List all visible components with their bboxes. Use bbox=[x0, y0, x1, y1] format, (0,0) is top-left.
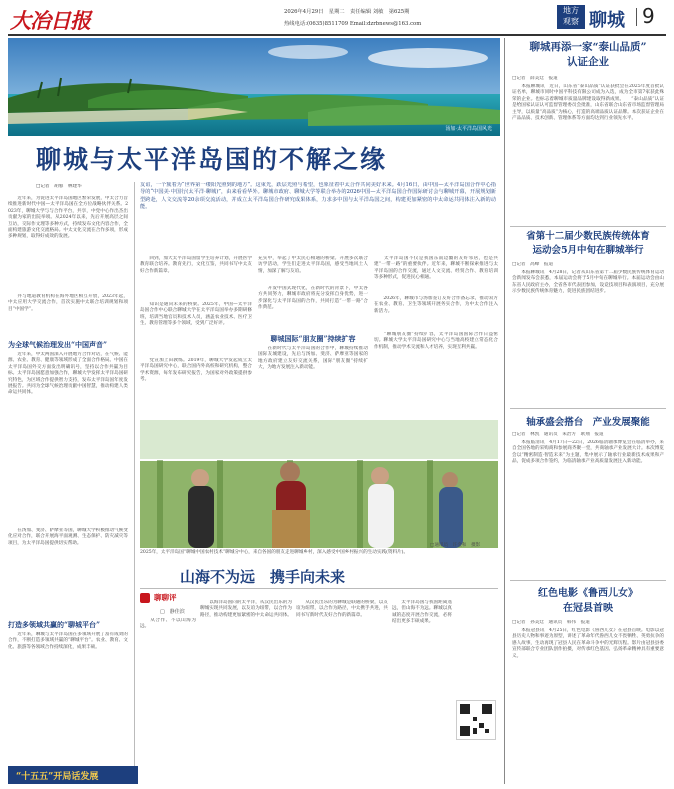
col1-subhead-1: 为全球气候治理发出“中国声音” bbox=[8, 340, 108, 349]
lead-text: 友谊，一个簇着为“世界第一缕阳光照到的地方”。这束光，跃层光照与希望，也象征着中太合作共同美好未来。4月16日，由中国—太平洋岛国合作中心指导的“中国美·中国行(太平洋·聊城)”，由来看看华外。聊城市政府、聊城大学等联合举办的2026中国—太平洋岛国合作国际研讨会与聊城开幕，开展规划新型跨赴，人文交流等20余项交流活动，并成立太平洋岛国合作研究成果体系，力求多中国与太平洋岛国之间，构建更加紧密的中太命运共同体注入新的动能。 bbox=[140, 182, 496, 210]
col4-para2: 2026年，聊城市与汤加签订友好合作备忘录，推动双方在农业、教育、卫生等领域开展务实合作，为中太合作注入新活力。 bbox=[374, 296, 498, 314]
sidebar-story4-byline: □记者 孙美廷 通讯员 韩伟 报道 bbox=[512, 620, 590, 625]
sidebar-story2-title-line2: 运动会5月中旬在聊城举行 bbox=[532, 245, 644, 256]
masthead-rule bbox=[8, 34, 666, 36]
col1-para1: 近年来，为促进太平洋岛国地区繁荣发展，中太合力旨续推进新时代中国—太平洋岛国在全方位战略伙伴关系。2023年，聊城大学与与合作平台，共享，中党中心作出杰出贡献为家的出院举项。从2024年以来，先后开展高层之间互访，交际作文理等多种方式，持续发布文化内容合作，全面构建旅游文化交流格局。中太文化交流在合作多项，形成多种规划，取得好成效的发展。 bbox=[8, 196, 128, 240]
comment-col4: 太平洋岛国与我国距离遥远，但山海不为远。聊城以真诚的态度开展合作交流，必将结出更多丰硕成果。 bbox=[392, 600, 452, 625]
lead-box bbox=[140, 182, 496, 250]
col3-para2: 开发中国式现代化，在新时代的背景下，中太各方共同努力，聊城市政府将充分发挥自身优势，进一步深化与太平洋岛国的合作，共同打造“一带一路”合作典范。 bbox=[258, 286, 368, 311]
garden-visit-photo bbox=[140, 420, 498, 548]
top-photo-caption: 汤加·太平洋岛国风光 bbox=[445, 126, 492, 132]
bottom-rule bbox=[140, 588, 498, 589]
column-tag bbox=[140, 592, 200, 604]
sidebar-rule-1 bbox=[510, 226, 666, 227]
sidebar-story1-title-line1: 聊城再添一家“泰山品质” bbox=[529, 41, 647, 53]
comment-col2: 以海洋岛国向的太平洋，从汉民出乐的为聊城实现共同发展，以友谊为纽带，以合作为路径，推动构建更加紧密的中太命运共同体。 bbox=[200, 600, 292, 618]
sidebar-story4-title-line1: 红色电影《鲁西儿女》 bbox=[538, 588, 638, 599]
island-landscape-photo bbox=[8, 38, 500, 136]
byline: □记者 胡蓉 林建华 bbox=[36, 184, 82, 189]
section-label-line1: 地方 bbox=[563, 6, 579, 15]
sidebar-story2-title bbox=[510, 230, 666, 258]
sidebar-story4-text: 本报冠县讯 4月25日，红色电影《鲁西儿女》在冠县首映。电影以冠县历史人物和事迹为原型，讲述了革命年代鲁西儿女不畏牺牲、英勇抗争的感人故事，生动再现了冠县人民在革命斗争中的光辉历程。影片由冠县县委宣传部联合专业团队创作拍摄，对传承红色基因、弘扬革命精神具有重要意义。 bbox=[512, 628, 664, 659]
sidebar-story1-byline: □记者 薛美廷 报道 bbox=[512, 76, 558, 81]
sidebar-story3-byline: □记者 林凯 通讯员 朱治方 耿翔 报道 bbox=[512, 432, 604, 437]
sidebar-story1-title bbox=[510, 40, 666, 70]
col2-para2: 知识是通向未来的桥梁。2025年，中国—太平洋岛国合作中心联合聊城大学在太平洋岛国举办多期研修班，培训当地官员和技术人员，涵盖农业技术、医疗卫生、教育管理等多个领域，受到广泛好评。 bbox=[140, 302, 252, 327]
col4-para3: “聊城朋友圈”持续扩容，太平洋岛国国际合作日益密切。聊城大学太平洋岛国研究中心与当地高校建立常态化合作机制，推动学术交流和人才培养，实现互利共赢。 bbox=[374, 332, 498, 350]
column-tag-label: 聊聊评 bbox=[154, 593, 177, 602]
page-number: 9 bbox=[642, 4, 655, 28]
col1-para5: 近年来，聊城与太平洋岛国在多领域开展了富有成效的合作，不断打造多领域共赢的“聊城平台”。农业、教育、文化、旅游等各领域合作持续深化，成果丰硕。 bbox=[8, 632, 128, 650]
main-headline: 聊城与太平洋岛国的不解之缘 bbox=[36, 145, 388, 174]
promo-banner bbox=[8, 766, 138, 784]
column-divider bbox=[134, 182, 135, 768]
garden-visit-image bbox=[140, 420, 498, 548]
promo-banner-title: “十五五”开局话发展 bbox=[16, 772, 99, 782]
sidebar-rule-3 bbox=[510, 580, 666, 581]
section-name: 聊城 bbox=[589, 10, 625, 31]
col2-para3: 党宣加上田教练。2019年，聊城大学发起成立太平洋岛国研究中心，联合国内外高校和研究机构，整合学术资源，每年发布研究报告，为国家对外政策提供参考。 bbox=[140, 358, 252, 383]
col2-para1: 回到，加大太平洋岛国留学生培养计划，开展医学教育联合培养。教育先行，文化互鉴，共同书写中太友好合作新篇章。 bbox=[140, 256, 252, 274]
column-tag-icon bbox=[140, 593, 150, 603]
island-landscape-image bbox=[8, 38, 500, 136]
sidebar-story4-title-line2: 在冠县首映 bbox=[563, 603, 613, 614]
sidebar-story2-byline: □记者 高峰 报道 bbox=[512, 262, 554, 267]
qr-code bbox=[456, 700, 496, 740]
sidebar-story1-title-line2: 认证企业 bbox=[567, 56, 609, 68]
col4-para1: 太平洋岛国不仅是我国东南边疆的友好邻居，也是共建“一带一路”的重要伙伴。近年来，聊城不断探索推进与太平洋岛国的合作交流，通过人文交流、经贸合作、教育培训等多种形式，促进民心相通。 bbox=[374, 256, 498, 281]
qr-code-icon bbox=[457, 701, 495, 739]
col1-para2: 并与地道教育机构在海外地区相互开放，2023年起，中太应用大学交流合作，首次实施中太联合培训规划和项目“中国学”。 bbox=[8, 294, 128, 312]
section-label bbox=[557, 5, 585, 29]
bottom-photo-caption: 2025年，太平洋岛国“聊城中国农村技术”聊城分中心，来自各国的朋友走进聊城乡村，深入感受中国乡村振兴的生动实践(资料片)。 bbox=[140, 550, 409, 555]
col1-para3: 近年来，中太两国深入开展地方合作对话，在气候、能源、农业、教育、健康等领域形成了全面合作格局。中国在太平洋岛国外交方面发出明确讯号，坚持以合作共赢为目标。太平洋岛国愿意加强合作，聊城大学发挥太平洋岛国研究特色，为区域合作提供智力支持，发布太平洋岛国年度发展报告。共同为全球气候治理贡献中国智慧，推动构建人类命运共同体。 bbox=[8, 352, 128, 396]
masthead bbox=[0, 0, 674, 34]
col3-para3: 在新时代与太平洋岛国的合作中，聊城持续推动国际友城建设，先后与汤加、斐济、萨摩亚等国家的地方政府建立友好交流关系，国际“朋友圈”持续扩大，为地方发展注入新动能。 bbox=[258, 346, 368, 371]
comment-col3: 从汉民出乐的为聊城是联通的桥梁，以友谊为纽带，以合作为路径，中太携手共进，共同书写新时代友好合作的新篇章。 bbox=[296, 600, 388, 618]
sidebar-story2-title-line1: 省第十二届少数民族传统体育 bbox=[526, 231, 650, 242]
sidebar-story2-text: 本报聊城讯 4月28日，记者从山东省第十二届少数民族传统体育运动会新闻发布会获悉，本届运动会将于5月中旬在聊城举行。本届运动会由山东省人民政府主办，全省各市代表团参加，设竞技项目和表演项目，充分展示少数民族传统体育魅力，促进民族团结进步。 bbox=[512, 270, 664, 295]
headline-banner bbox=[8, 136, 500, 176]
col3-subhead: 聊城国际“朋友圈”持续扩容 bbox=[270, 334, 356, 343]
sidebar-story1-text: 本报聊城讯 近日，山东省“泰山品质”认证获批会在2025年度首批认证名单，聊城市同时中国平科技有限公司成为入选，成为全市第7家获此殊荣的企业。也标志着聊城市质量品牌建设取得新成果。 “泰山品质”认证是给国家认证认可监督管理委员会批准，山东省联合山东省市场监督管理局主导，以质量“高品质”为核心，打造的高端品质认证品牌。本次获证企业在产品品质、技术创新、管理体系等方面均达到行业领先水平。 bbox=[512, 84, 664, 122]
page-divider bbox=[636, 8, 637, 26]
column-author: □ 静佳滨 bbox=[160, 609, 185, 615]
section-label-line2: 观察 bbox=[563, 17, 579, 26]
comment-col1: 从合作、不以山海为远。 bbox=[140, 618, 196, 630]
col1-para4: 在汤加、斐济、萨摩亚等国，聊城大学积极推动气候变化应对合作，联合开展海平面观测、生态保护、防灾减灾等项目，为太平洋岛国提供切实帮助。 bbox=[8, 528, 128, 546]
date-line: 2026年4月29日 星期二 责任编辑 刘敏 第625期 bbox=[284, 9, 410, 15]
col1-subhead-2: 打造多领域共赢的“聊城平台” bbox=[8, 620, 101, 629]
bottom-photo-credit: □通讯员 许金和 摄影 bbox=[430, 543, 481, 548]
contact-line: 热线电话:(0635)8511709 Email:dzrbnews@163.com bbox=[284, 21, 422, 27]
newspaper-logo: 大冶日报 bbox=[10, 8, 90, 33]
sidebar-rule-2 bbox=[510, 408, 666, 409]
sidebar-story3-title: 轴承盛会搭台 产业发展聚能 bbox=[526, 417, 650, 428]
col3-para1: 充实中，举起了中太民心相通的桥梁。开展多次联合访学活动，学生们走进太平洋岛国，感受当地风土人情，加深了解与友谊。 bbox=[258, 256, 368, 274]
bottom-headline: 山海不为远 携手向未来 bbox=[180, 568, 346, 586]
sidebar-story4-title bbox=[510, 586, 666, 616]
sidebar-story3-text: 本报临清讯 4月17日—22日，2026临清轴承博览会在临清举办，来自全国各地的采购商和参展商齐聚一堂，共商轴承产业发展大计。本次博览会以“精密制造·智造未来”为主题，集中展示了轴承行业最新技术成果和产品，促成多项合作签约，为临清轴承产业高质量发展注入新动能。 bbox=[512, 440, 664, 465]
sidebar-divider bbox=[504, 38, 505, 784]
